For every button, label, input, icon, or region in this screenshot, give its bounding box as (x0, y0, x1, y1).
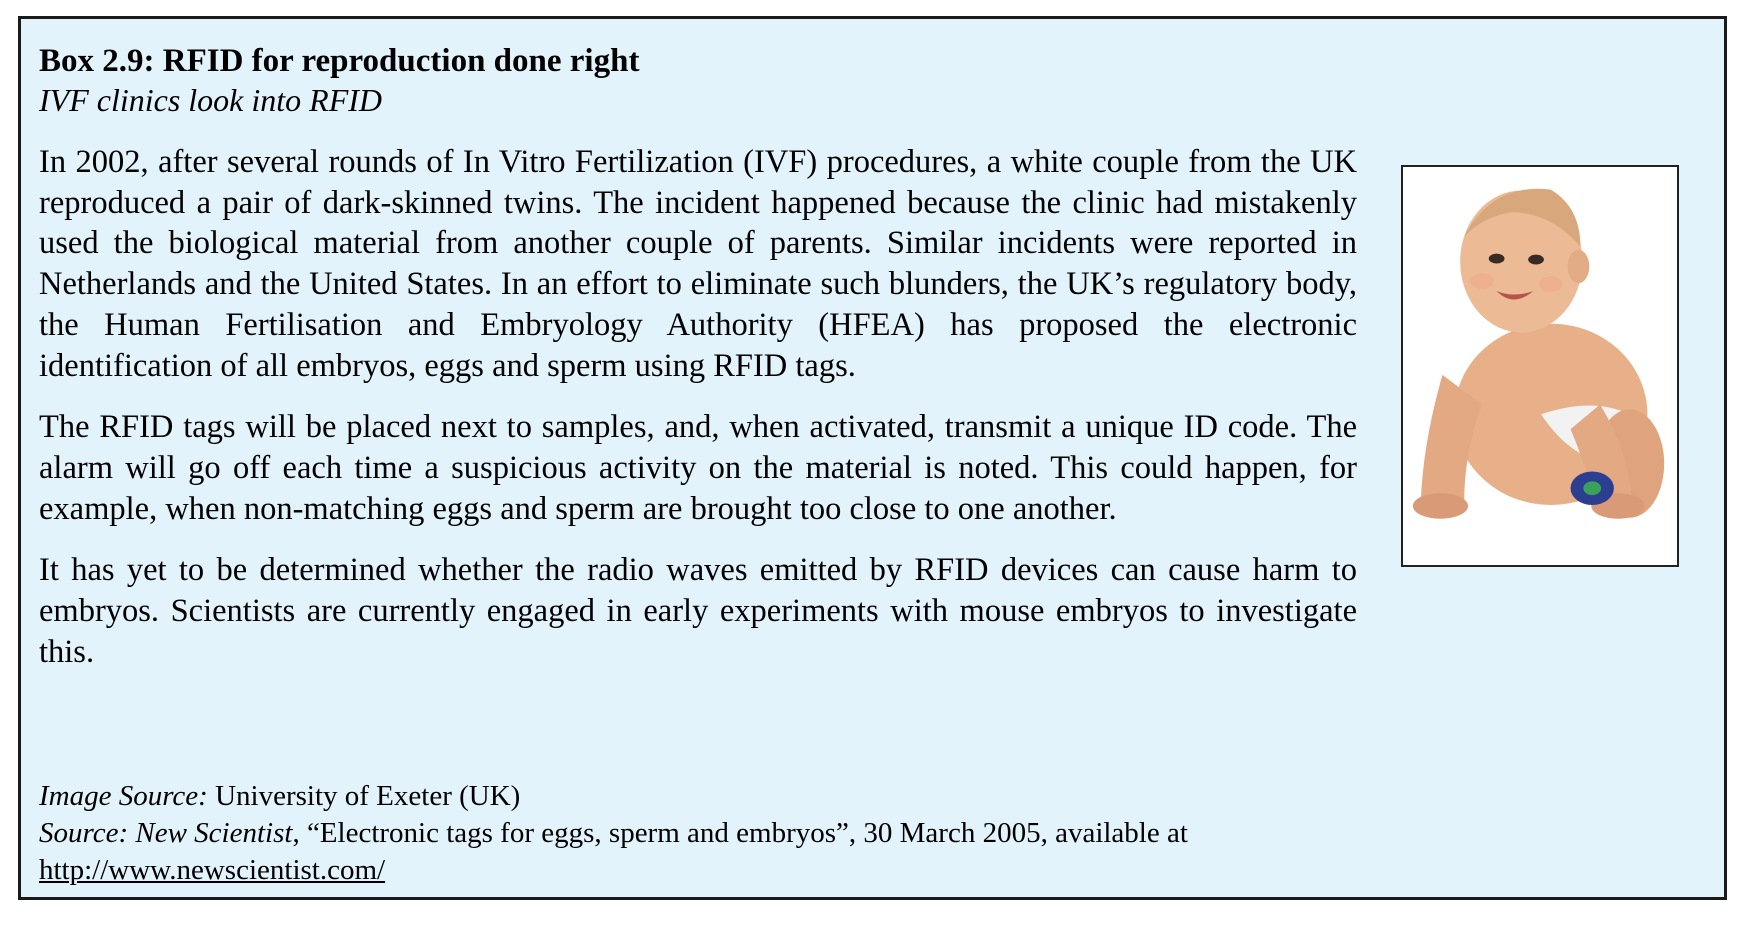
box-title: Box 2.9: RFID for reproduction done right (39, 43, 640, 79)
paragraph-1: In 2002, after several rounds of In Vitro Fertilization (IVF) procedures, a white couple from the UK reproduced a pair of dark-skinned twins. The incident happened because the clinic had mistakenly used the biological material from another couple of parents. Similar incidents were reported in Netherlands and the United States. In an effort to eliminate such blunders, the UK’s regulatory body, the Human Fertilisation and Embryology Authority (HFEA) has proposed the electronic identification of all embryos, eggs and sperm using RFID tags. (39, 144, 1357, 384)
image-source-value: University of Exeter (UK) (207, 780, 521, 812)
source-link-line (39, 852, 1439, 889)
paragraph-2: The RFID tags will be placed next to samples, and, when activated, transmit a unique ID code. The alarm will go off each time a suspicious activity on the material is noted. This could happen, for example, when non-matching eggs and sperm are brought too close to one another. (39, 409, 1357, 527)
source-text: , “Electronic tags for eggs, sperm and embryos”, 30 March 2005, available at (292, 817, 1188, 849)
image-source-label: Image Source: (39, 780, 208, 812)
image-source-line (39, 778, 1439, 815)
info-box (18, 16, 1727, 900)
source-label: Source: New Scientist (39, 817, 293, 849)
baby-photo (1401, 165, 1679, 567)
crawling-baby-illustration (1403, 167, 1677, 565)
box-subtitle: IVF clinics look into RFID (39, 82, 383, 118)
paragraph-3: It has yet to be determined whether the radio waves emitted by RFID devices can cause harm to embryos. Scientists are currently engaged in early experiments with mouse embryos to investigate this. (39, 552, 1357, 670)
source-line (39, 815, 1439, 852)
source-link[interactable]: http://www.newscientist.com/ (39, 854, 386, 886)
box-body (39, 142, 1357, 672)
source-block (39, 778, 1439, 889)
